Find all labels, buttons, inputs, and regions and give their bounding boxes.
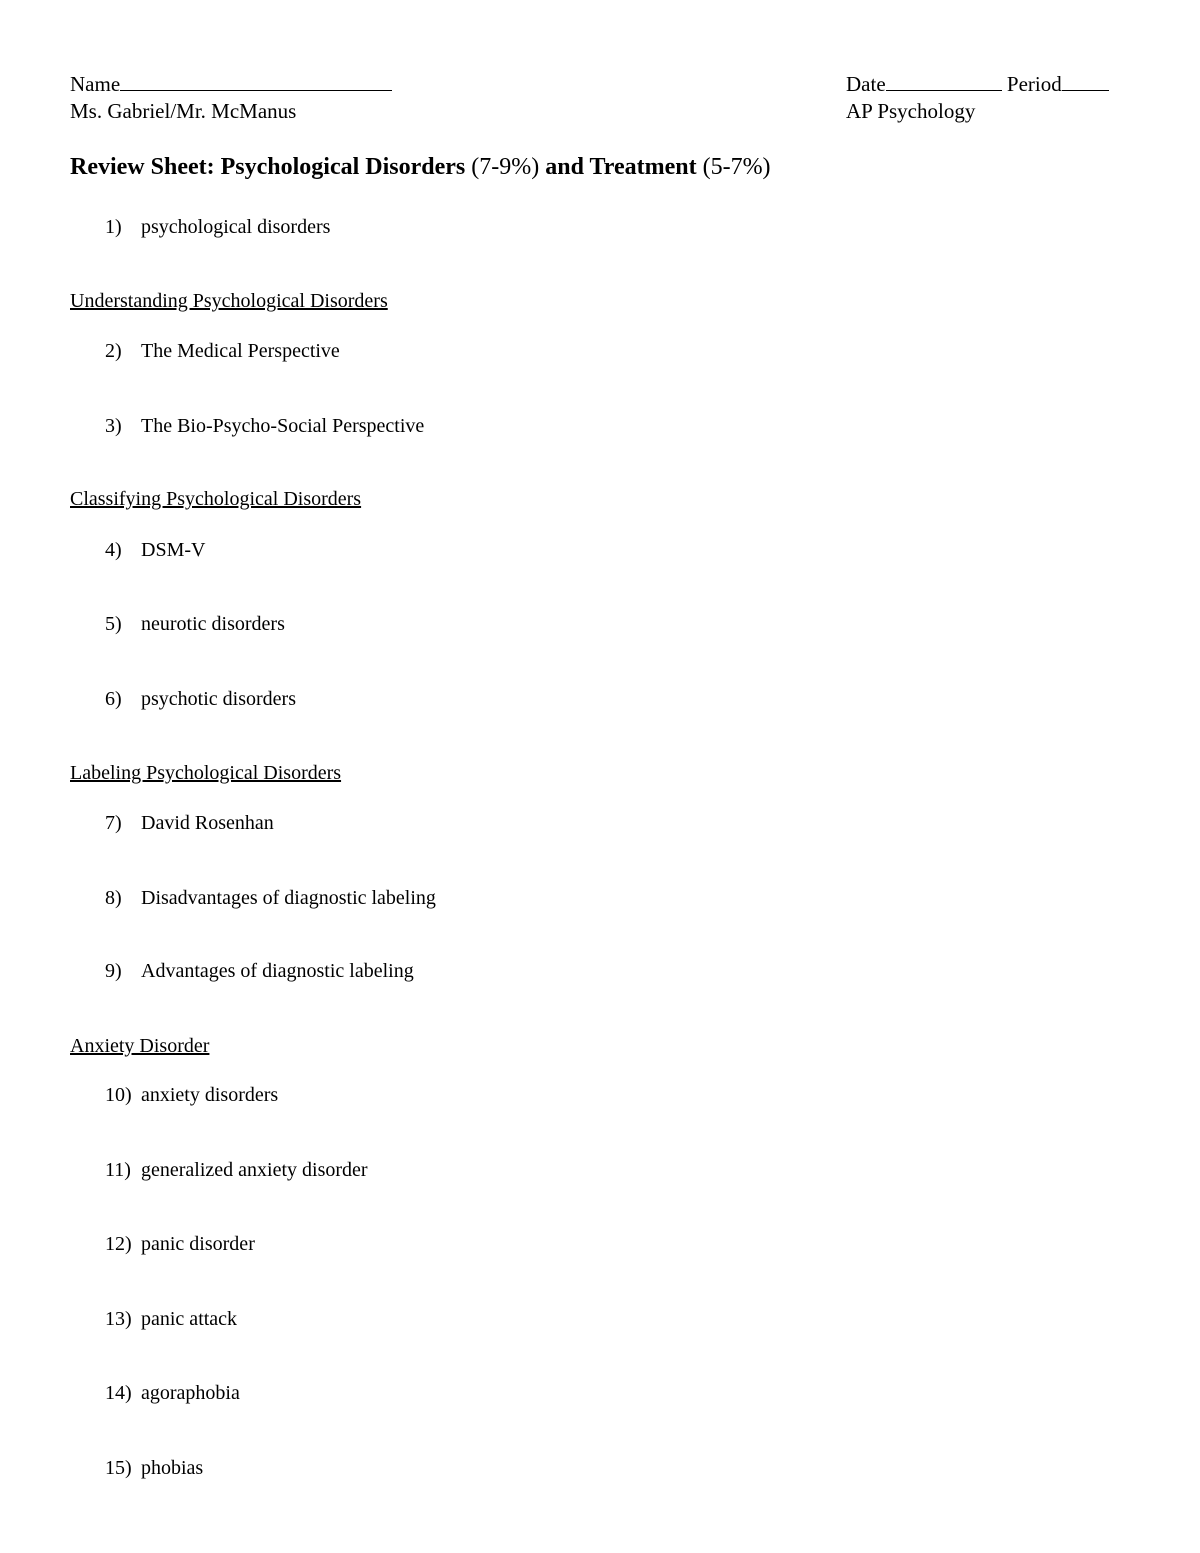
list-item: [105, 688, 296, 711]
item-text: phobias: [141, 1457, 204, 1479]
list-item: [105, 1159, 368, 1182]
item-text: anxiety disorders: [141, 1084, 279, 1106]
page-title: [70, 154, 771, 181]
title-percent-1: (7-9%): [471, 154, 540, 180]
section-heading: Understanding Psychological Disorders: [70, 290, 388, 312]
course-line: AP Psychology: [846, 99, 976, 123]
list-item: [105, 1233, 255, 1256]
list-item: [105, 812, 274, 835]
item-number: 7): [105, 812, 122, 834]
list-item: [105, 539, 205, 562]
item-text: The Medical Perspective: [141, 340, 340, 362]
item-number: 2): [105, 340, 122, 362]
list-item: [105, 216, 330, 239]
item-text: psychotic disorders: [141, 688, 296, 710]
name-blank: [120, 72, 392, 91]
item-number: 12): [105, 1233, 132, 1255]
item-number: 10): [105, 1084, 132, 1106]
title-percent-2: (5-7%): [702, 154, 771, 180]
item-text: DSM-V: [141, 539, 206, 561]
item-text: generalized anxiety disorder: [141, 1159, 368, 1181]
item-text: Advantages of diagnostic labeling: [141, 960, 414, 982]
item-text: psychological disorders: [141, 216, 331, 238]
date-period-line: [846, 72, 1109, 96]
item-text: neurotic disorders: [141, 613, 285, 635]
item-number: 1): [105, 216, 122, 238]
period-label: Period: [1006, 72, 1062, 96]
list-item: [105, 1308, 237, 1331]
title-part-2: and Treatment: [539, 154, 703, 180]
teachers-line: Ms. Gabriel/Mr. McManus: [70, 99, 297, 123]
section-heading: Classifying Psychological Disorders: [70, 488, 362, 510]
item-number: 4): [105, 539, 122, 561]
item-number: 15): [105, 1457, 132, 1479]
item-text: panic disorder: [141, 1233, 255, 1255]
list-item: [105, 1382, 240, 1405]
list-item: [105, 960, 414, 983]
title-part-1: Review Sheet: Psychological Disorders: [70, 154, 472, 180]
period-blank: [1062, 72, 1109, 91]
item-number: 11): [105, 1159, 131, 1181]
item-text: panic attack: [141, 1308, 238, 1330]
item-number: 13): [105, 1308, 132, 1330]
section-heading: Labeling Psychological Disorders: [70, 762, 342, 784]
name-label: Name: [70, 72, 121, 96]
section-heading: Anxiety Disorder: [70, 1035, 210, 1057]
date-blank: [886, 72, 1002, 91]
item-text: David Rosenhan: [141, 812, 274, 834]
item-number: 14): [105, 1382, 132, 1404]
item-text: agoraphobia: [141, 1382, 240, 1404]
list-item: [105, 1457, 203, 1480]
item-number: 6): [105, 688, 122, 710]
list-item: [105, 613, 285, 636]
item-number: 8): [105, 887, 122, 909]
name-line: [70, 72, 392, 96]
list-item: [105, 887, 436, 910]
date-label: Date: [846, 72, 886, 96]
item-number: 5): [105, 613, 122, 635]
item-number: 3): [105, 415, 122, 437]
item-text: Disadvantages of diagnostic labeling: [141, 887, 436, 909]
list-item: [105, 340, 340, 363]
list-item: [105, 415, 424, 438]
list-item: [105, 1084, 278, 1107]
item-text: The Bio-Psycho-Social Perspective: [141, 415, 425, 437]
item-number: 9): [105, 960, 122, 982]
